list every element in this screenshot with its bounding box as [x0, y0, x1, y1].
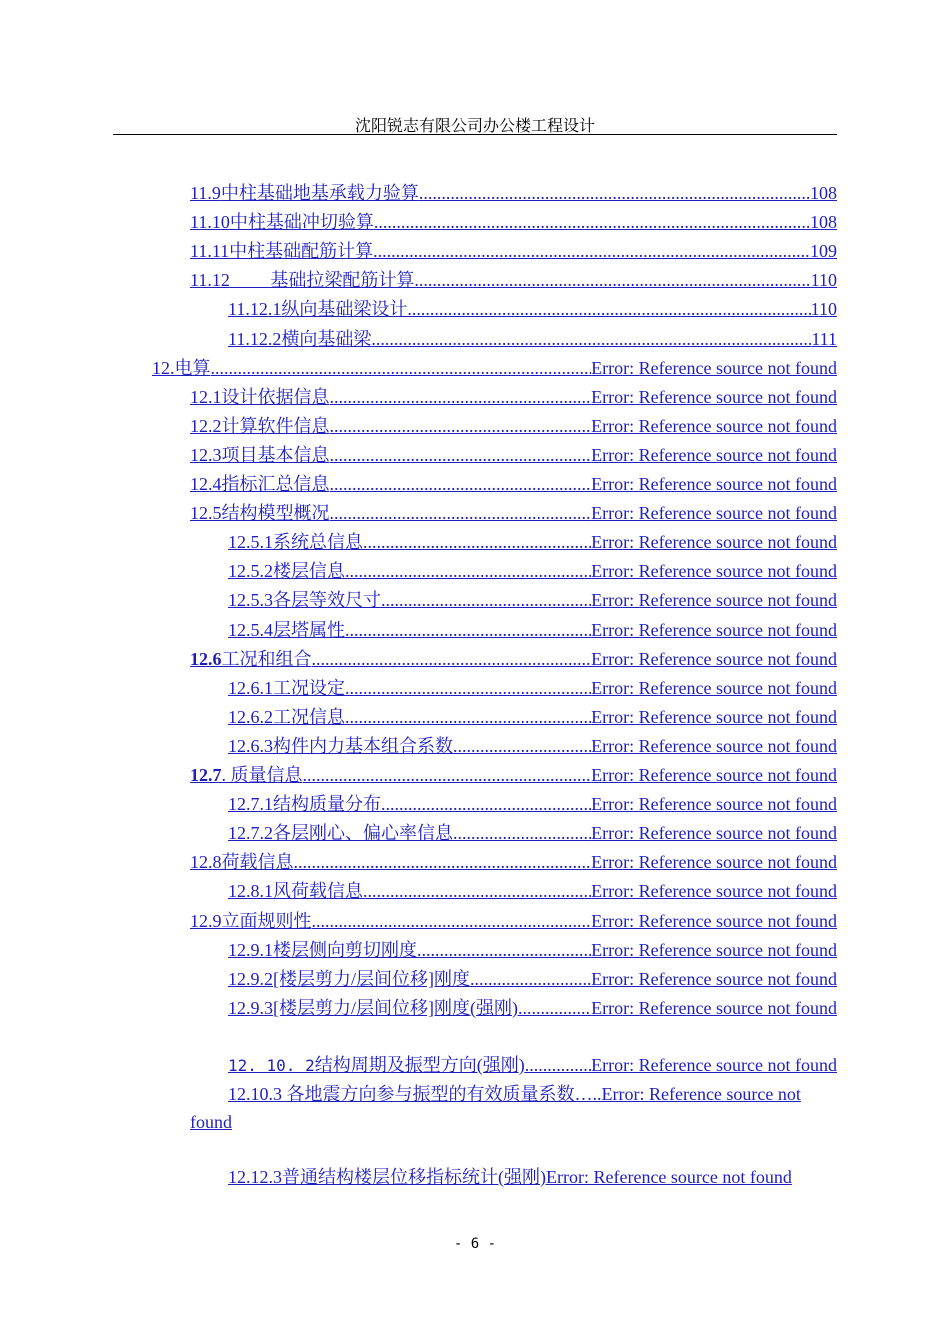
toc-entry-number: 11.12.2	[228, 328, 282, 349]
toc-entry-label: 工况信息	[273, 706, 345, 727]
toc-leader-dots	[312, 910, 592, 932]
toc-entry-label: 工况和组合	[221, 648, 312, 669]
toc-entry[interactable]	[228, 619, 837, 641]
toc-leader-dots	[294, 851, 592, 873]
toc-entry-number: 12. 10. 2	[228, 1056, 315, 1075]
toc-entry-number: 11.10	[190, 212, 230, 233]
toc-entry-number: 12.6.2	[228, 706, 273, 727]
toc-entry[interactable]	[228, 328, 837, 350]
toc-entry[interactable]	[228, 560, 837, 582]
toc-entry-page: Error: Reference source not found	[591, 474, 837, 494]
toc-entry-label: 基础拉梁配筋计算	[229, 270, 415, 291]
toc-entry-label: 电算	[174, 357, 211, 378]
toc-entry[interactable]	[228, 298, 837, 320]
toc-entry-page: Error: Reference source not found	[591, 881, 837, 902]
toc-entry[interactable]	[190, 386, 837, 408]
toc-entry-number: 12.9.3	[228, 997, 273, 1018]
toc-entry-label: [楼层剪力/层间位移]刚度(强刚)	[273, 997, 518, 1018]
toc-leader-dots	[407, 298, 810, 320]
toc-entry[interactable]	[228, 822, 837, 844]
toc-entry-number: 12.8.1	[228, 881, 273, 902]
toc-entry-page: 109	[810, 241, 837, 262]
toc-entry-12-10-2[interactable]	[228, 1054, 837, 1076]
toc-entry[interactable]	[190, 502, 837, 524]
toc-leader-dots	[330, 502, 592, 524]
page-header-title: 沈阳锐志有限公司办公楼工程设计	[354, 118, 595, 135]
toc-entry-number: 12.5	[190, 503, 222, 524]
toc-entry-label: . 质量信息	[221, 765, 303, 785]
toc-entry-number: 11.9	[190, 183, 221, 203]
toc-entry-page: Error: Reference source not found	[591, 939, 837, 960]
toc-entry-number: 12.5.2	[228, 561, 273, 582]
toc-leader-dots	[453, 735, 591, 757]
toc-entry-label: 立面规则性	[221, 910, 312, 931]
toc-leader-dots	[518, 997, 591, 1019]
toc-entry-label: 各层刚心、偏心率信息	[273, 823, 453, 844]
toc-entry[interactable]	[190, 211, 837, 233]
toc-entry-label: 中柱基础冲切验算	[229, 212, 374, 233]
toc-entry-number: 12.9	[190, 910, 222, 931]
toc-leader-dots	[345, 706, 591, 728]
toc-entry[interactable]	[228, 735, 837, 757]
toc-entry[interactable]	[228, 677, 837, 699]
toc-entry-page: Error: Reference source not found	[591, 677, 837, 698]
toc-entry-page: Error: Reference source not found	[591, 561, 837, 582]
toc-leader-dots	[363, 531, 591, 553]
toc-entry-number: 12.8	[190, 852, 222, 873]
toc-leader-dots	[345, 677, 591, 699]
toc-entry-page: Error: Reference source not found	[591, 997, 837, 1018]
toc-entry[interactable]	[190, 473, 837, 495]
toc-entry-number: 12.3	[190, 444, 222, 465]
toc-entry-number: 12.2	[190, 415, 222, 436]
toc-entry-label: 风荷载信息	[273, 881, 363, 902]
toc-entry-label: 项目基本信息	[221, 444, 330, 465]
toc-entry-label: 系统总信息	[273, 532, 363, 553]
toc-entry[interactable]	[190, 415, 837, 437]
toc-entry-page: 108	[810, 212, 837, 233]
toc-entry-number: 12.7.1	[228, 794, 273, 815]
toc-entry-number: 12.6.1	[228, 677, 273, 698]
toc-entry-number: 12.9.2	[228, 968, 273, 989]
toc-leader-dots	[470, 968, 591, 990]
toc-leader-dots	[417, 939, 591, 961]
toc-entry-number: 12.5.1	[228, 532, 273, 553]
toc-entry-label: 普通结构楼层位移指标统计(强刚)	[282, 1167, 546, 1187]
toc-leader-dots	[414, 269, 810, 291]
toc-entry-number: 12.6	[190, 648, 222, 669]
toc-entry-label: 计算软件信息	[221, 415, 330, 436]
toc-leader-dots	[312, 648, 592, 670]
toc-entry-number: 12.5.4	[228, 619, 273, 640]
toc-leader-dots	[363, 880, 591, 902]
toc-leader-dots	[374, 211, 810, 233]
toc-leader-dots	[330, 415, 592, 437]
toc-entry-page: Error: Reference source not found	[591, 706, 837, 727]
toc-entry[interactable]	[228, 793, 837, 815]
toc-entry-page: Error: Reference source not found	[591, 823, 837, 844]
toc-entry-label: 结构模型概况	[221, 503, 330, 524]
toc-entry-number: 12.6.3	[228, 735, 273, 756]
toc-entry-label: 指标汇总信息	[221, 474, 330, 494]
toc-entry-label: 纵向基础梁设计	[281, 299, 408, 320]
toc-entry-number: 12.9.1	[228, 939, 273, 960]
toc-entry-page: Error: Reference source not found	[591, 765, 837, 785]
toc-entry-label: 楼层信息	[273, 561, 345, 582]
toc-entry-page: Error: Reference source not found	[591, 794, 837, 815]
toc-entry-number: 12.7.2	[228, 823, 273, 844]
toc-entry-page: 110	[810, 270, 837, 291]
toc-leader-dots	[330, 473, 592, 495]
toc-entry-number: 12.7	[190, 765, 222, 785]
toc-entry-page: 111	[811, 328, 837, 349]
toc-entry-label: [楼层剪力/层间位移]刚度	[273, 968, 470, 989]
toc-entry-page: Error: Reference source not found	[591, 415, 837, 436]
toc-entry-page: Error: Reference source not found	[591, 910, 837, 931]
toc-entry-page: 108	[810, 183, 837, 203]
toc-leader-dots	[381, 589, 591, 611]
toc-entry-label: 构件内力基本组合系数	[273, 735, 453, 756]
toc-entry-page: Error: Reference source not found	[591, 532, 837, 553]
toc-entry-12-10-3[interactable]	[190, 1080, 837, 1136]
toc-leader-dots	[453, 822, 591, 844]
toc-entry[interactable]	[190, 269, 837, 291]
toc-entry-label: 楼层侧向剪切刚度	[273, 939, 417, 960]
toc-entry-number: 12.5.3	[228, 590, 273, 611]
toc-entry-page: Error: Reference source not found	[591, 852, 837, 873]
toc-entry-page: Error: Reference source not found	[591, 968, 837, 989]
toc-entry[interactable]	[228, 880, 837, 902]
header-rule	[113, 134, 837, 135]
toc-entry-continuation: found	[190, 1112, 232, 1132]
toc-leader-dots	[330, 444, 592, 466]
toc-leader-dots	[373, 240, 810, 262]
toc-entry[interactable]	[228, 997, 837, 1019]
toc-entry[interactable]	[228, 706, 837, 728]
toc-entry-page: Error: Reference source not found	[591, 590, 837, 611]
toc-leader-dots	[525, 1054, 591, 1076]
toc-entry-page: Error: Reference source not found	[591, 648, 837, 669]
toc-leader-dots	[345, 560, 591, 582]
toc-entry-label: 结构周期及振型方向(强刚)	[314, 1055, 525, 1075]
toc-entry-label: 荷载信息	[221, 852, 294, 873]
toc-entry-page: Error: Reference source not found	[591, 503, 837, 524]
toc-entry-label: 结构质量分布	[273, 794, 381, 815]
toc-leader-dots	[330, 386, 592, 408]
toc-entry-page: Error: Reference source not found	[591, 444, 837, 465]
toc-entry[interactable]	[190, 240, 837, 262]
toc-entry[interactable]	[190, 648, 837, 670]
toc-entry-label: 横向基础梁	[281, 328, 372, 349]
page-number: - 6 -	[453, 1236, 497, 1252]
toc-entry-number: 11.12.1	[228, 299, 282, 320]
toc-entry[interactable]	[190, 764, 837, 786]
toc-entry-label: 工况设定	[273, 677, 345, 698]
toc-entry-page: Error: Reference source not found	[591, 619, 837, 640]
toc-entry-page: 110	[810, 299, 837, 320]
toc-leader-dots	[419, 182, 810, 204]
toc-entry-text: 12.10.3 各地震方向参与振型的有效质量系数…..Error: Reference source not	[228, 1084, 801, 1104]
toc-entry-page: Error: Reference source not found	[591, 1055, 837, 1075]
toc-entry[interactable]	[190, 444, 837, 466]
toc-entry-label: 设计依据信息	[221, 386, 330, 407]
toc-entry-number: 12.	[152, 357, 175, 378]
toc-entry[interactable]	[228, 939, 837, 961]
toc-leader-dots	[303, 764, 592, 786]
toc-leader-dots	[345, 619, 591, 641]
toc-entry[interactable]	[190, 910, 837, 932]
toc-entry-label: 中柱基础配筋计算	[229, 241, 374, 262]
toc-leader-dots	[211, 357, 592, 379]
toc-entry-number: 11.12	[190, 270, 230, 291]
toc-entry-number: 12.12.3	[228, 1167, 282, 1187]
toc-leader-dots	[371, 328, 811, 350]
toc-entry-label: 中柱基础地基承载力验算	[220, 183, 419, 203]
toc-entry-page: Error: Reference source not found	[546, 1167, 792, 1187]
toc-entry[interactable]	[152, 357, 837, 379]
toc-entry-number: 12.4	[190, 474, 222, 494]
toc-entry[interactable]	[228, 589, 837, 611]
toc-entry-page: Error: Reference source not found	[591, 357, 837, 378]
toc-entry[interactable]	[190, 182, 837, 204]
toc-entry-12-12-3[interactable]	[228, 1166, 837, 1188]
toc-entry-number: 11.11	[190, 241, 230, 262]
toc-entry-label: 各层等效尺寸	[273, 590, 381, 611]
toc-entry-page: Error: Reference source not found	[591, 386, 837, 407]
toc-entry[interactable]	[228, 531, 837, 553]
toc-entry-page: Error: Reference source not found	[591, 735, 837, 756]
toc-entry[interactable]	[190, 851, 837, 873]
toc-entry[interactable]	[228, 968, 837, 990]
toc-entry-number: 12.1	[190, 386, 222, 407]
toc-leader-dots	[381, 793, 591, 815]
toc-entry-label: 层塔属性	[273, 619, 345, 640]
